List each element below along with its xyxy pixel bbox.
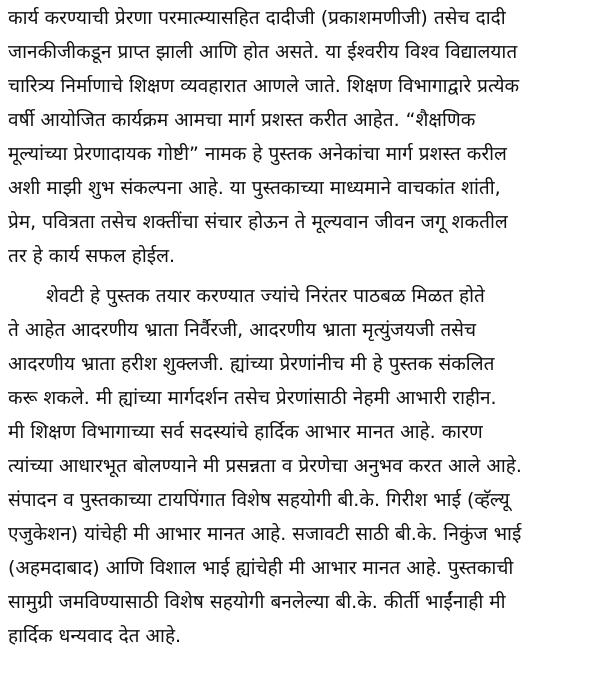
- text-line: करू शकले. मी ह्यांच्या मार्गदर्शन तसेच प्रेरणांसाठी नेहमी आभारी राहीन.: [8, 387, 497, 409]
- paragraph-1-line-1: [0, 2, 600, 34]
- text-line: वर्षी आयोजित कार्यक्रम आमचा मार्ग प्रशस्त करीत आहेत. “शैक्षणिक: [8, 109, 476, 131]
- text-line: ते आहेत आदरणीय भ्राता निर्वैरजी, आदरणीय भ्राता मृत्युंजयजी तसेच: [8, 319, 477, 341]
- paragraph-2-line-4: [0, 382, 600, 414]
- text-line: शेवटी हे पुस्तक तयार करण्यात ज्यांचे निरंतर पाठबळ मिळत होते: [46, 285, 485, 307]
- text-line: हार्दिक धन्यवाद देत आहे.: [8, 625, 182, 647]
- paragraph-2-line-11: [0, 620, 600, 652]
- text-line: मूल्यांच्या प्रेरणादायक गोष्टी” नामक हे पुस्तक अनेकांचा मार्ग प्रशस्त करील: [8, 143, 507, 165]
- paragraph-2-line-1: [0, 280, 600, 312]
- paragraph-1-line-8: [0, 240, 600, 272]
- paragraph-2-line-5: [0, 416, 600, 448]
- text-line: त्यांच्या आधारभूत बोलण्याने मी प्रसन्नता व प्रेरणेचा अनुभव करत आले आहे.: [8, 455, 522, 477]
- paragraph-2-line-7: [0, 484, 600, 516]
- text-line: (अहमदाबाद) आणि विशाल भाई ह्यांचेही मी आभार मानत आहे. पुस्तकाची: [8, 557, 514, 579]
- paragraph-1-line-6: [0, 172, 600, 204]
- paragraph-2-line-10: [0, 586, 600, 618]
- text-line: मी शिक्षण विभागाच्या सर्व सदस्यांचे हार्दिक आभार मानत आहे. कारण: [8, 421, 483, 443]
- paragraph-2-line-2: [0, 314, 600, 346]
- text-line: सामुग्री जमविण्यासाठी विशेष सहयोगी बनलेल्या बी.के. कीर्ती भाईंनाही मी: [8, 591, 506, 613]
- text-line: प्रेम, पवित्रता तसेच शक्तींचा संचार होऊन ते मूल्यवान जीवन जगू शकतील: [8, 211, 508, 233]
- paragraph-2-line-3: [0, 348, 600, 380]
- text-line: कार्य करण्याची प्रेरणा परमात्म्यासहित दादीजी (प्रकाशमणीजी) तसेच दादी: [8, 7, 506, 29]
- paragraph-1-line-4: [0, 104, 600, 136]
- paragraph-2-line-9: [0, 552, 600, 584]
- text-line: तर हे कार्य सफल होईल.: [8, 245, 176, 267]
- text-line: अशी माझी शुभ संकल्पना आहे. या पुस्तकाच्या माध्यमाने वाचकांत शांती,: [8, 177, 501, 199]
- paragraph-1-line-2: [0, 36, 600, 68]
- text-line: संपादन व पुस्तकाच्या टायपिंगात विशेष सहयोगी बी.के. गिरीश भाई (व्हॅल्यू: [8, 489, 510, 511]
- paragraph-1-line-7: [0, 206, 600, 238]
- paragraph-2-line-6: [0, 450, 600, 482]
- paragraph-1-line-3: [0, 70, 600, 102]
- paragraph-2-line-8: [0, 518, 600, 550]
- text-line: एजुकेशन) यांचेही मी आभार मानत आहे. सजावटी साठी बी.के. निकुंज भाई: [8, 523, 522, 545]
- text-line: जानकीजीकडून प्राप्त झाली आणि होत असते. या ईश्वरीय विश्व विद्यालयात: [8, 41, 518, 63]
- paragraph-1-line-5: [0, 138, 600, 170]
- text-line: चारित्र्य निर्माणाचे शिक्षण व्यवहारात आणले जाते. शिक्षण विभागाद्वारे प्रत्येक: [8, 75, 520, 97]
- text-line: आदरणीय भ्राता हरीश शुक्लजी. ह्यांच्या प्रेरणांनीच मी हे पुस्तक संकलित: [8, 353, 495, 375]
